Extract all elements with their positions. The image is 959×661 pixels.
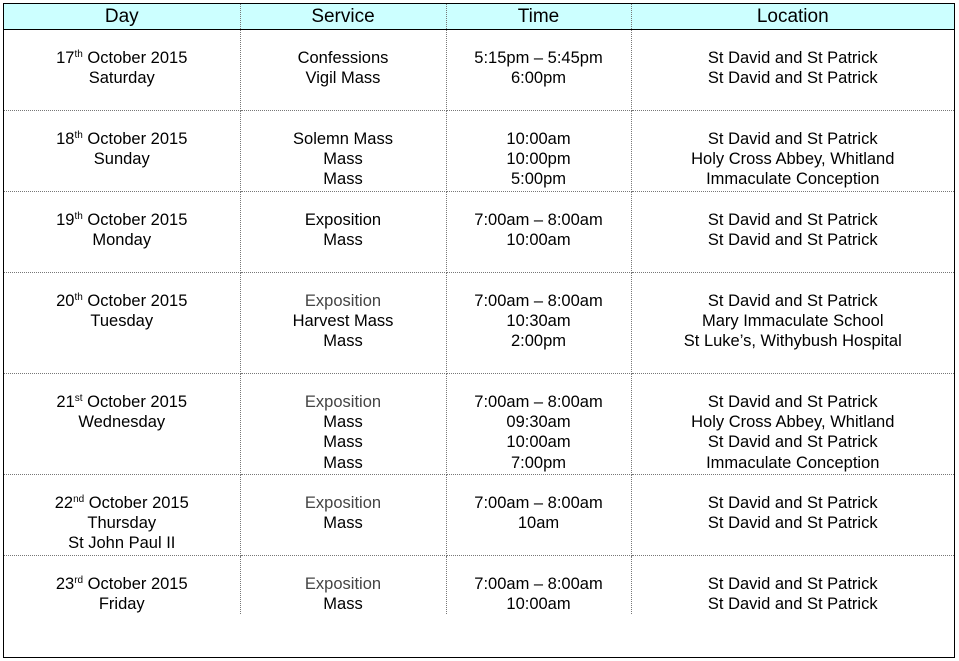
location-cell (631, 556, 954, 615)
time-item: 7:00pm (510, 453, 567, 472)
header-day: Day (4, 4, 240, 30)
time-item: 5:15pm – 5:45pm (474, 49, 603, 67)
location-item: Holy Cross Abbey, Whitland (691, 413, 895, 432)
day-cell (4, 475, 240, 556)
header-time: Time (446, 4, 631, 30)
location-item: St David and St Patrick (707, 393, 878, 411)
header-location: Location (631, 4, 954, 30)
location-item: St David and St Patrick (707, 292, 878, 310)
day-cell (4, 30, 240, 111)
day-cell (4, 273, 240, 374)
time-item: 10:00am (506, 130, 571, 148)
weekday: Friday (98, 595, 145, 614)
time-cell (446, 475, 631, 556)
service-item: Mass (323, 231, 363, 250)
weekday: Sunday (93, 150, 150, 169)
schedule-sheet (3, 3, 955, 658)
service-cell (240, 475, 446, 556)
date-line: 22nd October 2015 (54, 494, 189, 512)
service-cell (240, 30, 446, 111)
feast-name: St John Paul II (68, 534, 176, 553)
location-item: St Luke’s, Withybush Hospital (683, 332, 902, 351)
service-item: Mass (323, 170, 363, 189)
time-cell (446, 111, 631, 192)
time-cell (446, 374, 631, 475)
time-item: 10:00pm (506, 150, 571, 169)
weekday: Monday (92, 231, 152, 250)
header-row (4, 4, 954, 30)
service-item: Mass (323, 595, 363, 614)
header-service: Service (240, 4, 446, 30)
service-cell (240, 374, 446, 475)
date-line: 19th October 2015 (56, 211, 188, 229)
service-cell (240, 192, 446, 273)
table-row (4, 192, 954, 273)
table-row (4, 111, 954, 192)
service-item: Vigil Mass (305, 69, 381, 88)
time-item: 7:00am – 8:00am (474, 292, 603, 310)
table-row (4, 475, 954, 556)
location-item: St David and St Patrick (707, 514, 878, 533)
location-cell (631, 273, 954, 374)
service-item: Exposition (304, 494, 382, 512)
time-item: 10am (517, 514, 560, 533)
service-item: Mass (323, 332, 363, 351)
time-item: 2:00pm (510, 332, 567, 351)
table-row (4, 556, 954, 615)
date-line: 20th October 2015 (56, 292, 188, 310)
time-item: 6:00pm (510, 69, 567, 88)
time-item: 7:00am – 8:00am (474, 211, 603, 229)
weekday: Wednesday (78, 413, 166, 432)
location-item: Immaculate Conception (706, 170, 880, 189)
location-item: St David and St Patrick (707, 575, 878, 593)
location-cell (631, 30, 954, 111)
location-item: St David and St Patrick (707, 69, 878, 88)
service-item: Exposition (304, 393, 382, 411)
time-cell (446, 30, 631, 111)
schedule-table (4, 4, 954, 614)
location-item: St David and St Patrick (707, 211, 878, 229)
time-item: 7:00am – 8:00am (474, 494, 603, 512)
service-cell (240, 556, 446, 615)
location-item: Mary Immaculate School (701, 312, 884, 331)
service-item: Exposition (304, 292, 382, 310)
time-item: 5:00pm (510, 170, 567, 189)
date-line: 21st October 2015 (56, 393, 188, 411)
weekday: Thursday (87, 514, 157, 533)
location-item: St David and St Patrick (707, 231, 878, 250)
date-line: 23rd October 2015 (55, 575, 188, 593)
time-item: 10:00am (506, 595, 571, 614)
table-row (4, 30, 954, 111)
time-cell (446, 192, 631, 273)
service-item: Exposition (304, 211, 382, 229)
service-item: Mass (323, 433, 363, 452)
time-item: 7:00am – 8:00am (474, 575, 603, 593)
day-cell (4, 556, 240, 615)
service-item: Harvest Mass (292, 312, 394, 331)
service-item: Mass (323, 453, 363, 472)
time-item: 10:00am (506, 231, 571, 250)
date-line: 17th October 2015 (56, 49, 188, 67)
service-cell (240, 111, 446, 192)
date-line: 18th October 2015 (56, 130, 188, 148)
location-cell (631, 192, 954, 273)
location-cell (631, 374, 954, 475)
service-item: Mass (323, 413, 363, 432)
service-item: Confessions (297, 49, 389, 67)
time-item: 10:00am (506, 433, 571, 452)
time-item: 7:00am – 8:00am (474, 393, 603, 411)
location-cell (631, 475, 954, 556)
time-item: 09:30am (506, 413, 571, 432)
table-row (4, 374, 954, 475)
service-cell (240, 273, 446, 374)
location-item: St David and St Patrick (707, 595, 878, 614)
location-item: St David and St Patrick (707, 130, 878, 148)
time-item: 10:30am (506, 312, 571, 331)
weekday: Tuesday (90, 312, 154, 331)
service-item: Solemn Mass (293, 130, 393, 148)
location-item: Immaculate Conception (706, 453, 880, 472)
location-item: St David and St Patrick (707, 49, 878, 67)
table-row (4, 273, 954, 374)
service-item: Exposition (304, 575, 382, 593)
location-item: St David and St Patrick (707, 494, 878, 512)
day-cell (4, 192, 240, 273)
weekday: Saturday (88, 69, 155, 88)
time-cell (446, 556, 631, 615)
service-item: Mass (323, 150, 363, 169)
day-cell (4, 374, 240, 475)
location-item: St David and St Patrick (707, 433, 878, 452)
service-item: Mass (323, 514, 363, 533)
location-cell (631, 111, 954, 192)
time-cell (446, 273, 631, 374)
day-cell (4, 111, 240, 192)
location-item: Holy Cross Abbey, Whitland (691, 150, 895, 169)
